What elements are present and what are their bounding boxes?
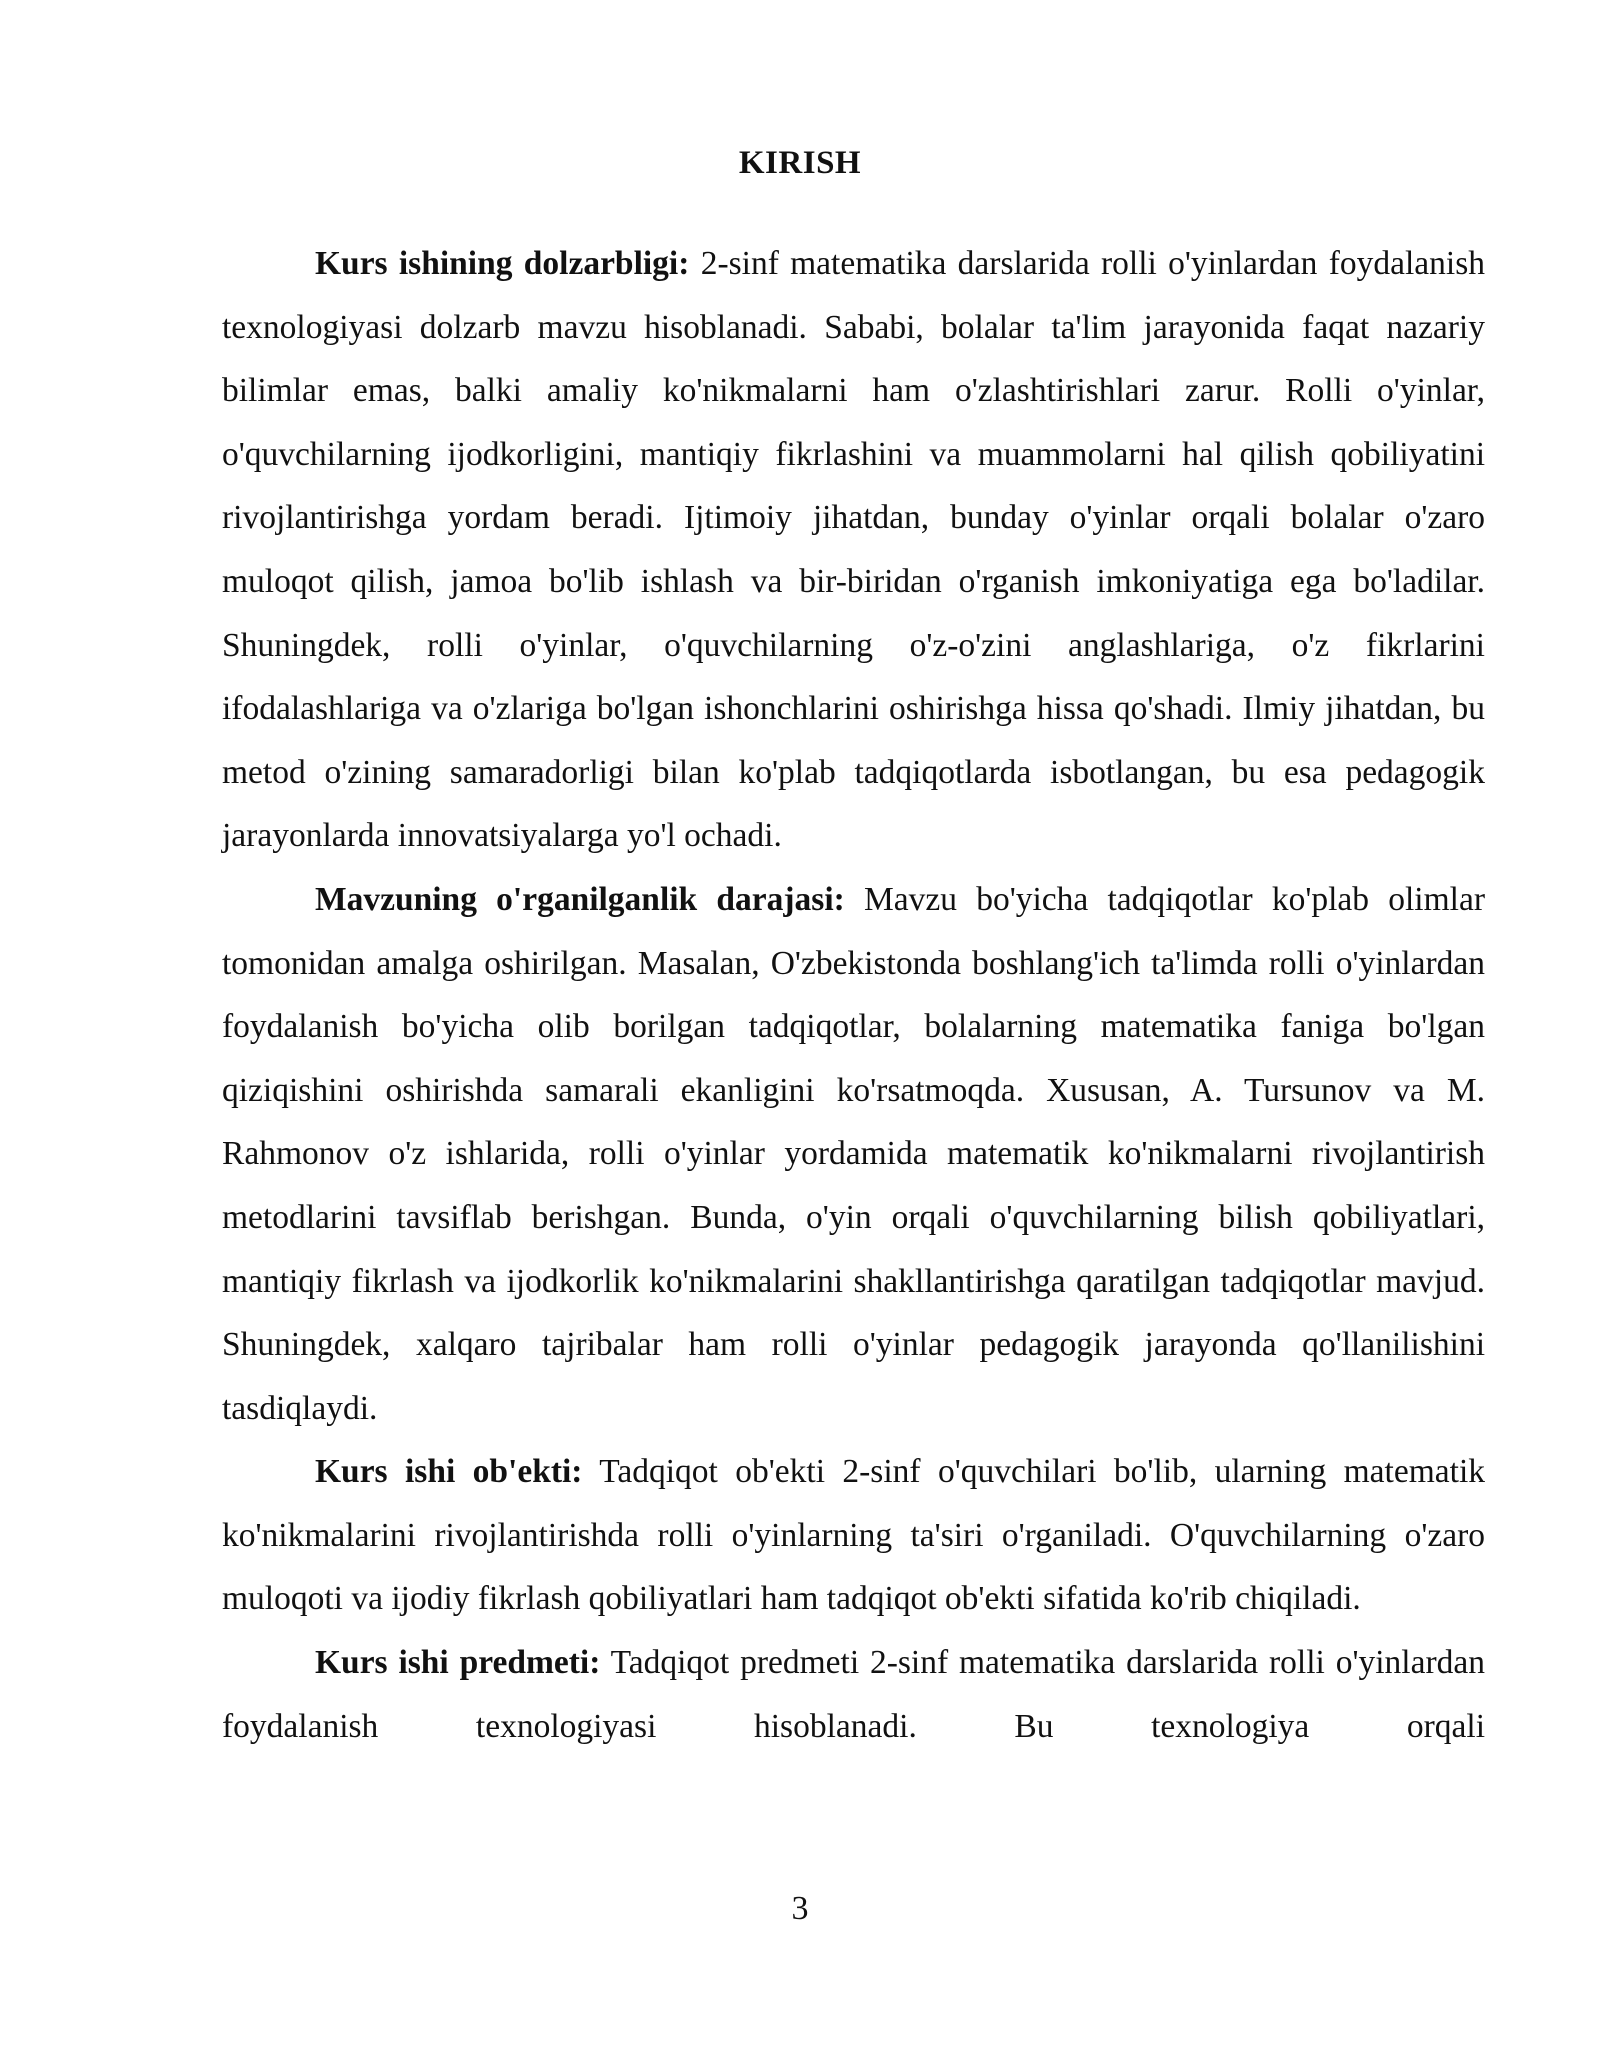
paragraph-subject	[222, 1631, 1485, 1758]
paragraph-text: 2-sinf matematika darslarida rolli o'yinlardan foydalanish texnologiyasi dolzarb mavzu hisoblanadi. Sababi, bolalar ta'lim jarayonida faqat nazariy bilimlar emas, balki amaliy ko'nikmalarni ham o'zlashtirishlari zarur. Rolli o'yinlar, o'quvchilarning ijodkorligini, mantiqiy fikrlashini va muammolarni hal qilish qobiliyatini rivojlantirishga yordam beradi. Ijtimoiy jihatdan, bunday o'yinlar orqali bolalar o'zaro muloqot qilish, jamoa bo'lib ishlash va bir-biridan o'rganish imkoniyatiga ega bo'ladilar. Shuningdek, rolli o'yinlar, o'quvchilarning o'z-o'zini anglashlariga, o'z fikrlarini ifodalashlariga va o'zlariga bo'lgan ishonchlarini oshirishga hissa qo'shadi. Ilmiy jihatdan, bu metod o'zining samaradorligi bilan ko'plab tadqiqotlarda isbotlangan, bu esa pedagogik jarayonlarda innovatsiyalarga yo'l ochadi.	[222, 245, 1485, 855]
page-title: KIRISH	[738, 145, 862, 181]
paragraph-heading: Kurs ishining dolzarbligi:	[315, 245, 690, 282]
paragraph-heading: Mavzuning o'rganilganlik darajasi:	[315, 880, 845, 918]
paragraph-heading: Kurs ishi predmeti:	[315, 1644, 601, 1682]
paragraph-text: Mavzu bo'yicha tadqiqotlar ko'plab olimlar tomonidan amalga oshirilgan. Masalan, O'zbekistonda boshlang'ich ta'limda rolli o'yinlardan foydalanish bo'yicha olib borilgan tadqiqotlar, bolalarning matematika faniga bo'lgan qiziqishini oshirishda samarali ekanligini ko'rsatmoqda. Xususan, A. Tursunov va M. Rahmonov o'z ishlarida, rolli o'yinlar yordamida matematik ko'nikmalarni rivojlantirish metodlarini tavsiflab berishgan. Bunda, o'yin orqali o'quvchilarning bilish qobiliyatlari, mantiqiy fikrlash va ijodkorlik ko'nikmalarini shakllantirishga qaratilgan tadqiqotlar mavjud. Shuningdek, xalqaro tajribalar ham rolli o'yinlar pedagogik jarayonda qo'llanilishini tasdiqlaydi.	[222, 880, 1485, 1427]
paragraph-text: Tadqiqot ob'ekti 2-sinf o'quvchilari bo'lib, ularning matematik ko'nikmalarini rivojlantirishda rolli o'yinlarning ta'siri o'rganiladi. O'quvchilarning o'zaro muloqoti va ijodiy fikrlash qobiliyatlari ham tadqiqot ob'ekti sifatida ko'rib chiqiladi.	[222, 1453, 1486, 1618]
paragraph-relevance	[222, 232, 1485, 868]
paragraph-object	[222, 1440, 1485, 1631]
paragraph-study-level	[222, 868, 1485, 1440]
paragraph-text: Tadqiqot predmeti 2-sinf matematika darslarida rolli o'yinlardan foydalanish texnologiyasi hisoblanadi. Bu texnologiya orqali	[222, 1644, 1485, 1745]
page-number: 3	[791, 1890, 809, 1927]
document-body	[222, 232, 1485, 1758]
paragraph-heading: Kurs ishi ob'ekti:	[315, 1453, 583, 1491]
